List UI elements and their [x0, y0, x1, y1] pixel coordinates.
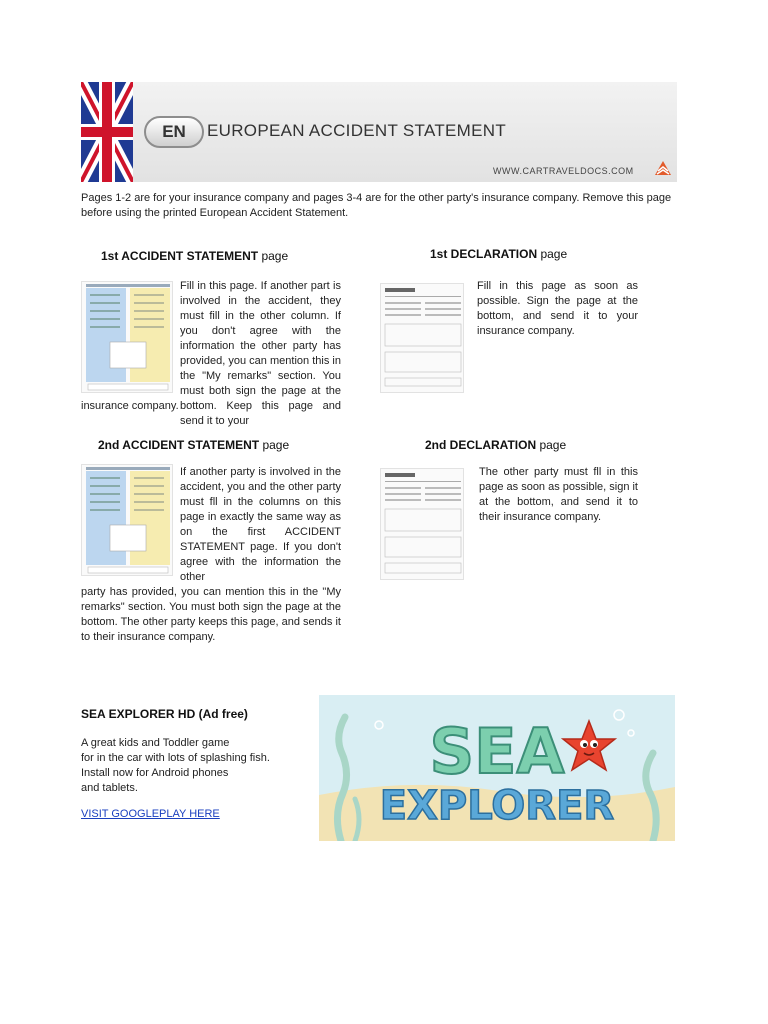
- section-heading-2nd-declaration: 2nd DECLARATION page: [425, 438, 567, 452]
- banner-url: WWW.CARTRAVELDOCS.COM: [493, 166, 634, 176]
- googleplay-link[interactable]: VISIT GOOGLEPLAY HERE: [81, 808, 220, 820]
- ad-line: A great kids and Toddler game: [81, 737, 230, 749]
- section-4-description: The other party must fll in this page as soon as possible, sign it at the bottom, and send it to their insurance company.: [479, 466, 638, 523]
- section-2-description: Fill in this page as soon as possible. Sign the page at the bottom, and send it to your insurance company.: [477, 280, 638, 337]
- language-badge: EN: [144, 116, 204, 148]
- accident-statement-thumbnail: [81, 281, 173, 393]
- union-jack-flag-icon: [81, 82, 133, 182]
- intro-paragraph: Pages 1-2 are for your insurance company and pages 3-4 are for the other party's insurance company. Remove this page before using the printed European Accident Statement.: [81, 192, 672, 219]
- declaration-thumbnail: [380, 283, 464, 393]
- ad-image-word-explorer: EXPLORER: [379, 783, 615, 829]
- ad-description: [81, 736, 311, 796]
- section-3-description-continued: party has provided, you can mention this in the "My remarks" section. You must both sign the page at the bottom. The other party keeps this page, and sends it to their insurance company.: [81, 586, 341, 643]
- section-3-description: If another party is involved in the accident, you and the other party must fll in the columns on this page in exactly the same way as on the first ACCIDENT STATEMENT page. If you don't agree with the information the other: [180, 466, 341, 583]
- section-1-description: Fill in this page. If another part is involved in the accident, they must fill in the other column. If you don't agree with the information the other party has provided, you can mention this in the "My remarks" section. You must both sign the page at the bottom. Keep this page and send it to your: [180, 280, 341, 427]
- banner-title: EUROPEAN ACCIDENT STATEMENT: [207, 121, 507, 140]
- ad-line: for in the car with lots of splashing fish.: [81, 752, 270, 764]
- section-heading-2nd-accident-statement: 2nd ACCIDENT STATEMENT page: [98, 438, 290, 452]
- section-heading-1st-declaration: 1st DECLARATION page: [430, 247, 568, 261]
- section-1-description-continued: insurance company.: [81, 400, 179, 412]
- sea-explorer-ad-image[interactable]: [319, 695, 675, 841]
- ad-line: Install now for Android phones: [81, 767, 229, 779]
- section-heading-1st-accident-statement: 1st ACCIDENT STATEMENT page: [101, 249, 289, 263]
- declaration-thumbnail: [380, 468, 464, 580]
- ad-title: SEA EXPLORER HD (Ad free): [81, 707, 248, 721]
- accident-statement-thumbnail: [81, 464, 173, 576]
- ad-line: and tablets.: [81, 782, 138, 794]
- ad-image-word-sea: SEA: [429, 715, 565, 788]
- cartraveldocs-logo-icon: [653, 159, 673, 177]
- header-banner: [81, 82, 677, 182]
